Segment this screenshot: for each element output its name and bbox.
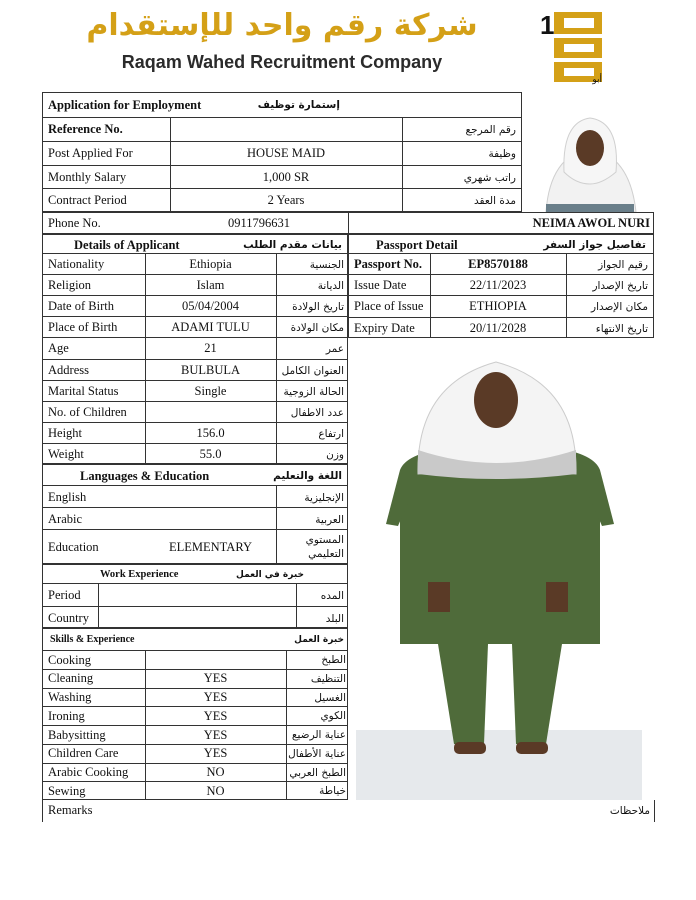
passport-value: 22/11/2023 <box>469 278 527 293</box>
applicant-value: Ethiopia <box>189 257 232 271</box>
passport-label: Passport No. <box>354 257 423 271</box>
passport-value: 20/11/2028 <box>469 320 527 335</box>
skills-heading-en: Skills & Experience <box>50 634 135 645</box>
row-divider <box>42 295 348 296</box>
skill-label: Cooking <box>48 652 92 667</box>
contract-label: Contract Period <box>48 193 127 207</box>
skill-value: YES <box>203 708 228 723</box>
passport-label-ar: تاريخ الانتهاء <box>595 322 648 335</box>
skill-label-ar: التنظيف <box>310 672 346 685</box>
skill-label: Children Care <box>48 746 119 761</box>
row-divider <box>42 706 348 707</box>
row-divider <box>42 725 348 726</box>
passport-label-ar: تاريخ الإصدار <box>592 280 648 293</box>
education-label-ar: المستوي التعليمي <box>305 534 344 560</box>
applicant-label-ar: العنوان الكامل <box>281 364 344 377</box>
country-label-ar: البلد <box>325 613 344 625</box>
row-divider <box>42 422 348 423</box>
applicant-label-ar: وزن <box>326 448 344 461</box>
skill-label-ar: الغسيل <box>314 691 346 704</box>
skill-label: Ironing <box>48 708 85 723</box>
applicant-name: NEIMA AWOL NURI <box>532 216 650 230</box>
applicant-label: Nationality <box>48 257 105 271</box>
education-value: ELEMENTARY <box>168 540 253 554</box>
skill-label-ar: الطبخ <box>321 654 346 666</box>
applicant-label: No. of Children <box>48 404 127 419</box>
applicant-label: Date of Birth <box>48 299 114 314</box>
post-label: Post Applied For <box>48 146 133 160</box>
period-label-ar: المده <box>320 590 344 602</box>
brand-arabic: أبو <box>592 75 602 85</box>
applicant-value: BULBULA <box>180 362 241 377</box>
passport-label: Issue Date <box>354 278 407 293</box>
applicant-value: 05/04/2004 <box>182 299 239 314</box>
row-divider <box>42 443 348 444</box>
skill-label: Cleaning <box>48 671 94 686</box>
skill-label-ar: الكوي <box>320 710 346 723</box>
applicant-label-ar: الديانة <box>317 280 344 293</box>
applicant-heading-ar: بيانات مقدم الطلب <box>243 239 342 251</box>
form-title-en: Application for Employment <box>48 98 202 112</box>
remarks-label: Remarks <box>48 803 93 817</box>
phone-label: Phone No. <box>48 216 101 230</box>
portrait-photo <box>528 92 652 212</box>
applicant-label: Address <box>48 362 89 377</box>
contract-value: 2 Years <box>267 193 305 207</box>
applicant-label-ar: عدد الاطفال <box>290 406 344 419</box>
row-divider <box>42 337 348 338</box>
skill-label: Arabic Cooking <box>48 765 129 779</box>
skill-label-ar: خياطة <box>319 785 346 798</box>
skills-heading-ar: خبرة العمل <box>294 635 344 645</box>
row-divider <box>42 669 348 670</box>
skill-value: YES <box>203 690 228 704</box>
skill-label: Babysitting <box>48 727 106 742</box>
applicant-label-ar: الجنسية <box>309 259 344 271</box>
skill-label-ar: عناية الرضيع <box>291 729 346 741</box>
english-label-ar: الإنجليزية <box>304 492 344 504</box>
work-heading-ar: خبرة في العمل <box>236 570 304 580</box>
work-heading-en: Work Experience <box>100 569 179 580</box>
arabic-label-ar: العربية <box>315 514 344 526</box>
skill-value: YES <box>203 671 228 686</box>
reference-label: Reference No. <box>48 122 123 136</box>
skill-value: YES <box>203 727 228 742</box>
row-divider <box>42 688 348 689</box>
applicant-label: Marital Status <box>48 383 119 398</box>
row-divider <box>348 274 654 275</box>
brand-digit: 1 <box>540 10 555 40</box>
applicant-label-ar: عمر <box>325 343 344 356</box>
row-divider <box>348 295 654 296</box>
reference-label-ar: رقم المرجع <box>465 124 516 136</box>
row-divider <box>42 359 348 360</box>
form-title-ar: إستمارة توظيف <box>257 99 340 111</box>
applicant-label-ar: مكان الولادة <box>290 322 344 335</box>
skill-label-ar: عناية الأطفال <box>288 747 346 760</box>
applicant-label-ar: تاريخ الولادة <box>292 301 344 314</box>
applicant-label: Age <box>48 341 69 356</box>
applicant-value: ADAMI TULU <box>171 320 250 335</box>
education-label: Education <box>48 540 99 554</box>
company-name-english: Raqam Wahed Recruitment Company <box>121 52 443 72</box>
row-divider <box>42 781 348 782</box>
passport-label-ar: مكان الإصدار <box>591 301 648 314</box>
row-divider <box>42 763 348 764</box>
applicant-label: Religion <box>48 278 92 293</box>
applicant-value: 55.0 <box>199 446 222 461</box>
salary-value: 1,000 SR <box>262 170 310 184</box>
arabic-label: Arabic <box>48 512 83 526</box>
applicant-heading-en: Details of Applicant <box>74 238 180 252</box>
row-divider <box>42 274 348 275</box>
passport-value: ETHIOPIA <box>469 299 527 314</box>
post-label-ar: وظيفة <box>488 148 516 160</box>
skill-value: NO <box>206 783 225 798</box>
applicant-value: Single <box>194 383 227 398</box>
passport-heading-ar: تفاصيل جواز السفر <box>543 239 646 251</box>
languages-heading-ar: اللغة والتعليم <box>273 470 342 482</box>
applicant-label-ar: ارتفاع <box>318 427 344 440</box>
phone-value: 0911796631 <box>227 216 291 230</box>
applicant-label: Place of Birth <box>48 320 118 335</box>
period-label: Period <box>48 588 81 602</box>
row-divider <box>42 380 348 381</box>
skill-value: YES <box>203 746 228 761</box>
post-value: HOUSE MAID <box>246 146 326 160</box>
remarks-label-ar: ملاحظات <box>609 805 650 817</box>
english-label: English <box>48 490 87 504</box>
country-label: Country <box>48 611 89 625</box>
passport-label: Expiry Date <box>354 320 415 335</box>
skill-label: Washing <box>48 690 92 704</box>
applicant-label-ar: الحالة الزوجية <box>283 385 344 398</box>
passport-label: Place of Issue <box>354 299 424 314</box>
applicant-value: 156.0 <box>196 425 225 440</box>
languages-heading-en: Languages & Education <box>80 469 210 483</box>
full-body-photo <box>356 344 642 800</box>
salary-label: Monthly Salary <box>48 170 127 184</box>
applicant-label: Weight <box>48 446 84 461</box>
brand-logo <box>540 6 606 86</box>
applicant-value: Islam <box>196 278 225 293</box>
company-name-arabic: شركة رقم واحد للإستقدام <box>86 8 478 43</box>
contract-label-ar: مدة العقد <box>474 195 516 207</box>
row-divider <box>42 744 348 745</box>
skill-label: Sewing <box>48 783 86 798</box>
passport-value: EP8570188 <box>468 257 528 271</box>
row-divider <box>42 316 348 317</box>
row-divider <box>348 317 654 318</box>
passport-heading-en: Passport Detail <box>376 238 458 252</box>
applicant-value: 21 <box>204 341 217 356</box>
passport-label-ar: رقيم الجواز <box>598 259 648 271</box>
skill-label-ar: الطبخ العربي <box>289 766 346 779</box>
row-divider <box>42 401 348 402</box>
skill-value: NO <box>206 765 225 779</box>
applicant-label: Height <box>48 425 83 440</box>
salary-label-ar: راتب شهري <box>463 172 516 184</box>
